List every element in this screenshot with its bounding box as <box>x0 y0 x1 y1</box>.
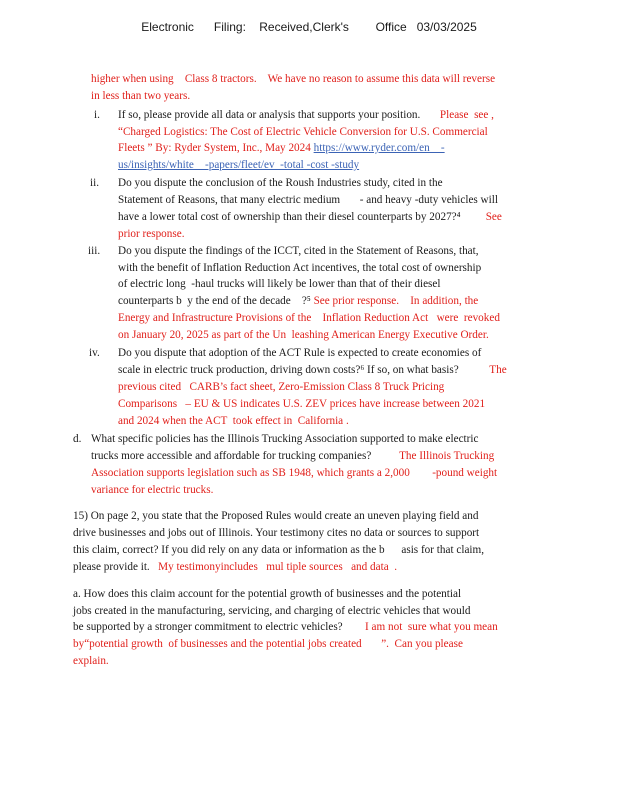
item-iv-line-2 <box>118 363 507 377</box>
item-iv-answer-2: previous cited CARB’s fact sheet, Zero-Emission Class 8 Truck Pricing <box>118 381 445 393</box>
qa-line-2: jobs created in the manufacturing, servicing, and charging of electric vehicles that would <box>73 605 471 617</box>
item-iii-question-3: of electric long -haul trucks will likely be lower than that of their diesel <box>118 278 441 290</box>
item-iii-question-4: counterparts b y the end of the decade ?⁵ <box>118 295 311 307</box>
item-iii-answer-2: Energy and Infrastructure Provisions of the Inflation Reduction Act were revoked <box>118 312 500 324</box>
item-ii-question-1: Do you dispute the conclusion of the Roush Industries study, cited in the <box>118 177 443 189</box>
item-i-answer-3: Fleets ” By: Ryder System, Inc., May 2024 <box>118 142 311 154</box>
item-iv-answer-1: The <box>489 364 507 376</box>
item-ii-answer-1: See <box>485 211 502 223</box>
intro-line-1: higher when using Class 8 tractors. We have no reason to assume this data will reverse <box>91 73 496 85</box>
item-i-answer-1: Please see , <box>439 109 494 121</box>
item-ii-question-2: Statement of Reasons, that many electric medium - and heavy -duty vehicles will <box>118 194 498 206</box>
ryder-link-2[interactable]: us/insights/white -papers/fleet/ev -total -cost -study <box>118 159 360 171</box>
item-iv-number: iv. <box>89 347 100 359</box>
qa-line-3-text: be supported by a stronger commitment to electric vehicles? <box>73 621 343 633</box>
item-ii-answer-2: prior response. <box>118 228 185 240</box>
item-d-answer-3: variance for electric trucks. <box>91 484 214 496</box>
item-ii-line-3 <box>118 210 502 224</box>
q15-line-4-text: please provide it. <box>73 561 150 573</box>
qa-line-1: a. How does this claim account for the potential growth of businesses and the potential <box>73 588 462 600</box>
item-d-number: d. <box>73 433 82 445</box>
item-d-answer-2: Association supports legislation such as SB 1948, which grants a 2,000 -pound weight <box>91 467 498 479</box>
item-iii-question-1: Do you dispute the findings of the ICCT, cited in the Statement of Reasons, that, <box>118 245 479 257</box>
item-d-question-1: What specific policies has the Illinois Trucking Association supported to make electric <box>91 433 479 445</box>
qa-line-3 <box>73 620 498 634</box>
item-i-number: i. <box>94 109 100 121</box>
item-iv-question-1: Do you dispute that adoption of the ACT Rule is expected to create economies of <box>118 347 482 359</box>
qa-answer-1: I am not sure what you mean <box>365 621 498 633</box>
q15-line-3: this claim, correct? If you did rely on any data or information as the b asis for that claim, <box>73 544 485 556</box>
item-d-answer-1: The Illinois Trucking <box>399 450 495 462</box>
qa-answer-3: explain. <box>73 655 109 667</box>
item-iii-answer-1: See prior response. In addition, the <box>313 295 479 307</box>
item-i-answer-2: “Charged Logistics: The Cost of Electric Vehicle Conversion for U.S. Commercial <box>118 126 488 138</box>
q15-answer: My testimonyincludes mul tiple sources and data . <box>158 561 398 573</box>
q15-line-2: drive businesses and jobs out of Illinois. Your testimony cites no data or sources to support <box>73 527 480 539</box>
item-ii-number: ii. <box>90 177 100 189</box>
item-iv-answer-4: and 2024 when the ACT took effect in California . <box>118 415 349 427</box>
item-iv-question-2: scale in electric truck production, driving down costs?⁶ If so, on what basis? <box>118 364 459 376</box>
page-header: Electronic Filing: Received,Clerk's Office 03/03/2025 <box>141 20 477 34</box>
item-iii-answer-3: on January 20, 2025 as part of the Un leashing American Energy Executive Order. <box>118 329 489 341</box>
ryder-link-1[interactable]: https://www.ryder.com/en - <box>313 142 445 154</box>
item-i-line-1 <box>118 108 494 122</box>
item-iii-number: iii. <box>88 245 101 257</box>
item-d-question-2: trucks more accessible and affordable for trucking companies? <box>91 450 372 462</box>
item-i-line-3 <box>118 141 445 155</box>
q15-line-4 <box>73 560 397 574</box>
item-i-question: If so, please provide all data or analysis that supports your position. <box>118 109 421 121</box>
q15-line-1: 15) On page 2, you state that the Proposed Rules would create an uneven playing field and <box>73 510 479 522</box>
item-iv-answer-3: Comparisons – EU & US indicates U.S. ZEV prices have increase between 2021 <box>118 398 486 410</box>
item-iii-line-4 <box>118 294 478 308</box>
item-ii-question-3: have a lower total cost of ownership than their diesel counterparts by 2027?⁴ <box>118 211 461 223</box>
item-iii-question-2: with the benefit of Inflation Reduction Act incentives, the total cost of ownership <box>118 262 482 274</box>
intro-line-2: in less than two years. <box>91 90 191 102</box>
qa-answer-2: by“potential growth of businesses and the potential jobs created ”. Can you please <box>73 638 463 650</box>
item-d-line-2 <box>91 449 494 463</box>
